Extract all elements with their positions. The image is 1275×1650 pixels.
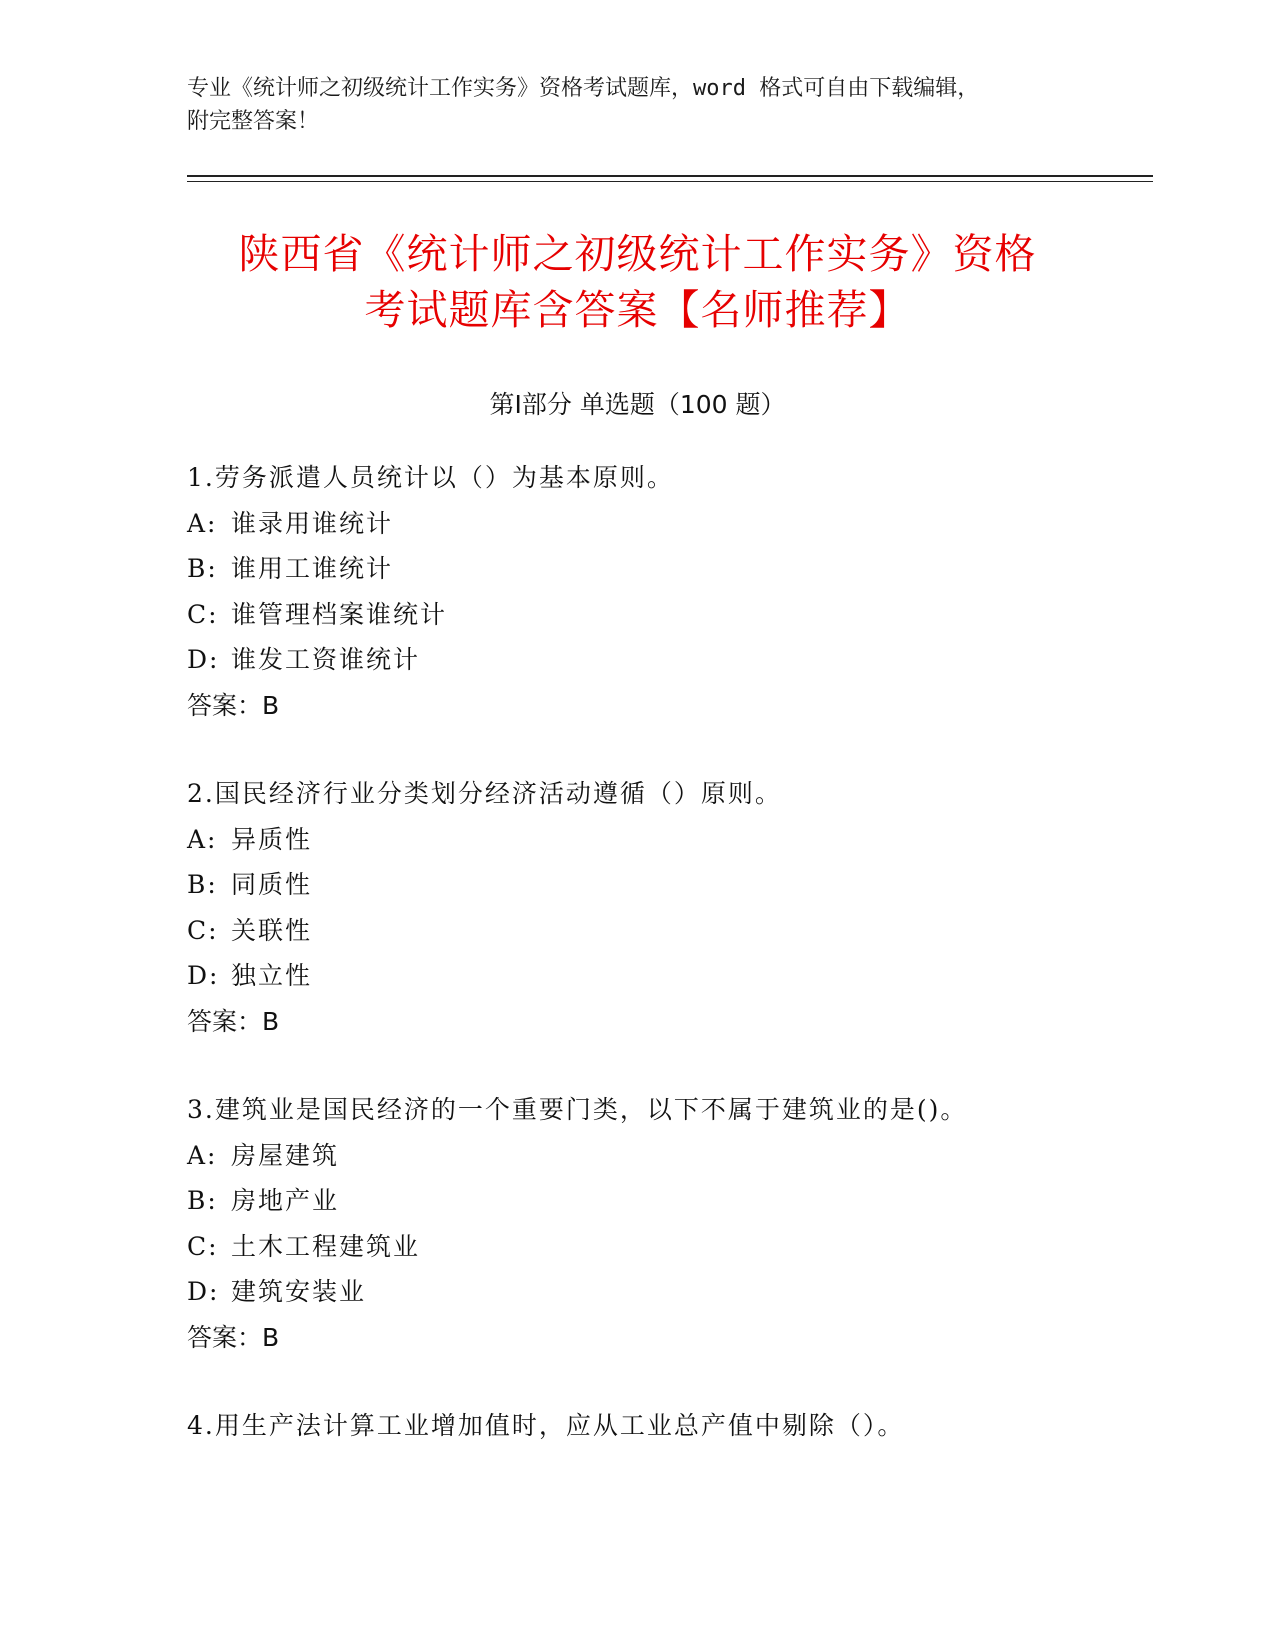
option-key: B:	[187, 554, 218, 583]
header-divider-thin	[187, 181, 1153, 182]
question-3	[187, 1087, 1137, 1360]
option-a	[187, 817, 1137, 863]
answer-line: 答案：B	[187, 690, 280, 720]
question-stem: 1.劳务派遣人员统计以（）为基本原则。	[187, 463, 674, 492]
option-key: C:	[187, 915, 219, 945]
option-a	[187, 1133, 1137, 1179]
document-title-line-1: 陕西省《统计师之初级统计工作实务》资格	[238, 230, 1037, 278]
question-stem: 2.国民经济行业分类划分经济活动遵循（）原则。	[187, 779, 782, 808]
option-text: 谁用工谁统计	[231, 554, 394, 583]
option-key: D:	[187, 961, 220, 990]
option-text: 谁录用谁统计	[231, 508, 394, 538]
option-b	[187, 862, 1137, 908]
option-b	[187, 546, 1137, 592]
option-text: 房屋建筑	[231, 1140, 340, 1170]
option-text: 关联性	[231, 915, 313, 945]
question-1	[187, 455, 1137, 728]
option-text: 独立性	[231, 961, 313, 990]
option-text: 异质性	[231, 824, 313, 854]
option-c	[187, 1224, 1137, 1270]
option-key: A:	[187, 508, 218, 538]
header-note	[187, 72, 1087, 138]
question-stem: 3.建筑业是国民经济的一个重要门类，以下不属于建筑业的是()。	[187, 1095, 968, 1124]
option-key: D:	[187, 645, 220, 674]
option-key: B:	[187, 870, 218, 899]
option-key: C:	[187, 1231, 219, 1261]
option-d	[187, 637, 1137, 683]
option-c	[187, 592, 1137, 638]
section-title: 第Ⅰ部分 单选题（100 题）	[489, 390, 786, 419]
option-c	[187, 908, 1137, 954]
option-text: 同质性	[231, 870, 313, 899]
answer-line: 答案：B	[187, 1006, 280, 1036]
question-2	[187, 771, 1137, 1044]
option-text: 谁发工资谁统计	[231, 645, 421, 674]
option-text: 建筑安装业	[231, 1277, 367, 1306]
option-key: C:	[187, 599, 219, 629]
answer-line: 答案：B	[187, 1322, 280, 1352]
option-b	[187, 1178, 1137, 1224]
option-text: 土木工程建筑业	[231, 1231, 421, 1261]
option-key: A:	[187, 1140, 218, 1170]
option-key: D:	[187, 1277, 220, 1306]
option-key: A:	[187, 824, 218, 854]
header-note-line-1: 专业《统计师之初级统计工作实务》资格考试题库，word 格式可自由下载编辑，	[187, 76, 980, 101]
document-title	[150, 226, 1125, 338]
question-stem: 4.用生产法计算工业增加值时，应从工业总产值中剔除（）。	[187, 1411, 905, 1440]
question-4	[187, 1403, 1137, 1449]
header-divider-thick	[187, 175, 1153, 177]
option-d	[187, 1269, 1137, 1315]
option-text: 房地产业	[231, 1186, 340, 1215]
option-a	[187, 501, 1137, 547]
option-key: B:	[187, 1186, 218, 1215]
option-text: 谁管理档案谁统计	[231, 599, 448, 629]
document-title-line-2: 考试题库含答案【名师推荐】	[364, 286, 911, 334]
header-note-line-2: 附完整答案！	[187, 109, 320, 134]
option-d	[187, 953, 1137, 999]
